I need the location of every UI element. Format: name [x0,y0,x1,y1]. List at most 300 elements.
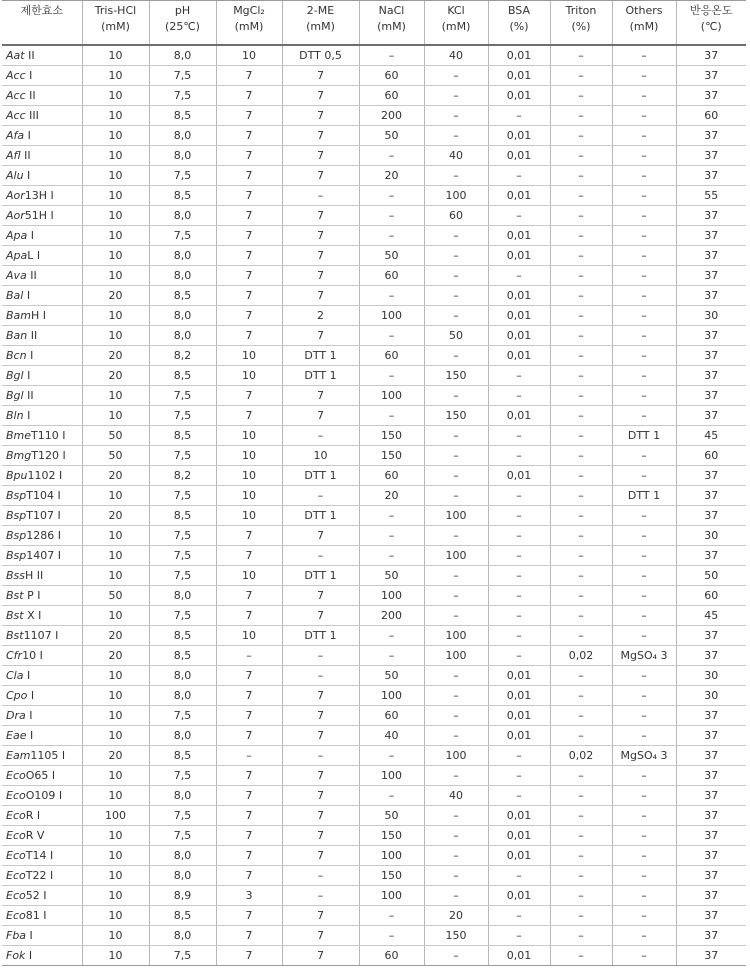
cell-triton: – [550,406,612,426]
table-body [2,45,746,966]
enzyme-name-cell [2,686,82,706]
cell-nacl: 100 [359,686,424,706]
cell-ph: 8,5 [149,746,216,766]
enzyme-strain-suffix: T104 I [26,489,61,502]
enzyme-name-cell [2,446,82,466]
cell-nacl: 150 [359,866,424,886]
cell-temperature: 37 [676,926,746,946]
table-row [2,546,746,566]
enzyme-name-cell [2,566,82,586]
cell-2-me: 7 [282,86,359,106]
cell-temperature: 37 [676,846,746,866]
cell-ph: 8,0 [149,126,216,146]
cell-ph: 7,5 [149,706,216,726]
cell-2-me: 7 [282,286,359,306]
cell-kcl: – [424,846,488,866]
cell-others: – [612,246,676,266]
cell-kcl: – [424,526,488,546]
cell-temperature: 37 [676,746,746,766]
cell-others: – [612,786,676,806]
cell-mgcl2: 7 [216,846,282,866]
enzyme-strain-suffix: O65 I [25,769,56,782]
cell-triton: – [550,686,612,706]
cell-others: – [612,506,676,526]
cell-tris-hcl: 10 [82,786,149,806]
cell-others: DTT 1 [612,486,676,506]
cell-kcl: 40 [424,786,488,806]
enzyme-strain-suffix: I [23,669,31,682]
cell-temperature: 37 [676,506,746,526]
cell-nacl: 150 [359,446,424,466]
cell-temperature: 37 [676,786,746,806]
cell-mgcl2: 7 [216,786,282,806]
enzyme-genus-abbrev: Bmg [6,449,32,462]
cell-triton: – [550,726,612,746]
enzyme-strain-suffix: II [27,329,38,342]
cell-kcl: – [424,726,488,746]
cell-nacl: 100 [359,846,424,866]
cell-kcl: – [424,826,488,846]
cell-temperature: 45 [676,606,746,626]
enzyme-strain-suffix: II [26,269,37,282]
column-header-label: 반응온도 [689,4,733,17]
enzyme-name-cell [2,326,82,346]
cell-kcl: – [424,806,488,826]
cell-ph: 7,5 [149,826,216,846]
cell-others: – [612,546,676,566]
cell-kcl: – [424,166,488,186]
cell-temperature: 37 [676,486,746,506]
enzyme-strain-suffix: H I [31,309,47,322]
cell-2-me: 7 [282,846,359,866]
enzyme-strain-suffix: I [26,929,33,942]
cell-nacl: – [359,626,424,646]
cell-nacl: – [359,226,424,246]
enzyme-genus-abbrev: Bst [6,629,24,642]
cell-bsa: 0,01 [488,706,550,726]
cell-kcl: – [424,266,488,286]
cell-ph: 8,0 [149,586,216,606]
cell-others: – [612,346,676,366]
enzyme-strain-suffix: R V [25,829,45,842]
enzyme-genus-abbrev: Bsp [6,529,27,542]
cell-kcl: – [424,446,488,466]
cell-tris-hcl: 20 [82,286,149,306]
cell-nacl: 100 [359,886,424,906]
table-row [2,726,746,746]
table-row [2,646,746,666]
cell-nacl: 60 [359,66,424,86]
table-row [2,226,746,246]
enzyme-name-cell [2,206,82,226]
enzyme-genus-abbrev: Eco [6,909,26,922]
cell-bsa: – [488,206,550,226]
cell-temperature: 37 [676,146,746,166]
cell-bsa: – [488,446,550,466]
enzyme-name-cell [2,846,82,866]
cell-nacl: 100 [359,386,424,406]
cell-bsa: 0,01 [488,86,550,106]
table-row [2,486,746,506]
cell-2-me: DTT 1 [282,366,359,386]
enzyme-strain-suffix: I [26,729,34,742]
cell-kcl: – [424,486,488,506]
cell-temperature: 37 [676,366,746,386]
cell-kcl: – [424,346,488,366]
enzyme-genus-abbrev: Bsp [6,489,27,502]
cell-kcl: – [424,226,488,246]
cell-ph: 8,5 [149,286,216,306]
cell-others: – [612,306,676,326]
cell-2-me: – [282,646,359,666]
cell-ph: 8,0 [149,206,216,226]
cell-kcl: – [424,426,488,446]
table-row [2,926,746,946]
table-row [2,266,746,286]
enzyme-genus-abbrev: Bme [6,429,32,442]
cell-tris-hcl: 20 [82,346,149,366]
table-row [2,686,746,706]
table-row [2,426,746,446]
table-row [2,366,746,386]
enzyme-name-cell [2,646,82,666]
cell-temperature: 37 [676,206,746,226]
cell-others: – [612,686,676,706]
cell-mgcl2: 7 [216,826,282,846]
enzyme-name-cell [2,726,82,746]
cell-bsa: – [488,626,550,646]
cell-ph: 8,0 [149,266,216,286]
cell-mgcl2: 7 [216,106,282,126]
cell-tris-hcl: 10 [82,246,149,266]
enzyme-genus-abbrev: Eco [6,889,26,902]
cell-mgcl2: 7 [216,866,282,886]
cell-bsa: 0,01 [488,726,550,746]
cell-nacl: 100 [359,586,424,606]
enzyme-genus-abbrev: Eco [6,849,26,862]
cell-nacl: 50 [359,806,424,826]
cell-others: – [612,886,676,906]
cell-triton: – [550,326,612,346]
cell-nacl: 60 [359,946,424,966]
cell-tris-hcl: 10 [82,906,149,926]
cell-others: – [612,946,676,966]
cell-2-me: 7 [282,766,359,786]
cell-bsa: 0,01 [488,286,550,306]
enzyme-strain-suffix: II [20,149,31,162]
column-header-label: Triton [565,4,597,17]
enzyme-genus-abbrev: Eco [6,789,26,802]
cell-2-me: – [282,746,359,766]
enzyme-name-cell [2,426,82,446]
enzyme-name-cell [2,186,82,206]
column-header-label: 제한효소 [20,4,63,17]
cell-tris-hcl: 10 [82,686,149,706]
cell-2-me: – [282,426,359,446]
enzyme-strain-suffix: 1407 I [26,549,62,562]
cell-kcl: – [424,666,488,686]
cell-bsa: 0,01 [488,306,550,326]
cell-nacl: – [359,406,424,426]
enzyme-strain-suffix: 1107 I [23,629,59,642]
cell-ph: 7,5 [149,566,216,586]
cell-2-me: – [282,486,359,506]
enzyme-strain-suffix: L I [27,249,41,262]
cell-kcl: 100 [424,546,488,566]
cell-tris-hcl: 10 [82,706,149,726]
enzyme-genus-abbrev: Cla [6,669,24,682]
table-row [2,586,746,606]
cell-ph: 7,5 [149,166,216,186]
column-header-unit: (mM) [234,20,264,33]
cell-bsa: – [488,166,550,186]
cell-mgcl2: 10 [216,486,282,506]
table-row [2,626,746,646]
cell-nacl: 40 [359,726,424,746]
cell-ph: 8,0 [149,246,216,266]
column-header-label: pH [174,4,191,17]
table-row [2,206,746,226]
table-row [2,446,746,466]
enzyme-strain-suffix: X I [23,609,42,622]
cell-kcl: – [424,606,488,626]
cell-kcl: 100 [424,646,488,666]
cell-nacl: – [359,286,424,306]
cell-bsa: – [488,366,550,386]
cell-kcl: – [424,686,488,706]
cell-tris-hcl: 20 [82,646,149,666]
cell-triton: – [550,166,612,186]
enzyme-name-cell [2,346,82,366]
cell-mgcl2: 7 [216,726,282,746]
cell-tris-hcl: 10 [82,766,149,786]
enzyme-genus-abbrev: Bln [6,409,24,422]
enzyme-genus-abbrev: Apa [6,249,28,262]
table-row [2,166,746,186]
cell-tris-hcl: 10 [82,606,149,626]
enzyme-strain-suffix: 1102 I [27,469,63,482]
enzyme-name-cell [2,146,82,166]
cell-temperature: 37 [676,86,746,106]
cell-ph: 8,0 [149,866,216,886]
enzyme-name-cell [2,826,82,846]
cell-kcl: 50 [424,326,488,346]
cell-temperature: 37 [676,626,746,646]
cell-kcl: 20 [424,906,488,926]
cell-mgcl2: 7 [216,86,282,106]
column-header-unit: (%) [571,20,591,33]
cell-kcl: – [424,286,488,306]
cell-kcl: – [424,66,488,86]
cell-2-me: 7 [282,326,359,346]
cell-temperature: 60 [676,586,746,606]
column-header-mgcl2 [216,1,282,46]
cell-tris-hcl: 10 [82,526,149,546]
cell-mgcl2: 7 [216,326,282,346]
enzyme-strain-suffix: O109 I [25,789,63,802]
enzyme-strain-suffix: I [23,369,31,382]
table-row [2,126,746,146]
cell-mgcl2: 7 [216,126,282,146]
enzyme-name-cell [2,806,82,826]
cell-kcl: – [424,466,488,486]
cell-mgcl2: 7 [216,706,282,726]
cell-bsa: 0,01 [488,45,550,66]
enzyme-genus-abbrev: Bam [6,309,32,322]
cell-ph: 8,5 [149,506,216,526]
cell-triton: – [550,386,612,406]
table-row [2,866,746,886]
cell-triton: – [550,426,612,446]
enzyme-strain-suffix: II [23,389,34,402]
cell-mgcl2: 7 [216,606,282,626]
cell-nacl: – [359,786,424,806]
cell-triton: – [550,606,612,626]
cell-others: – [612,606,676,626]
cell-others: MgSO₄ 3 [612,746,676,766]
enzyme-strain-suffix: 81 I [25,909,47,922]
cell-bsa: 0,01 [488,686,550,706]
enzyme-genus-abbrev: Bpu [6,469,28,482]
cell-mgcl2: 7 [216,186,282,206]
cell-bsa: 0,01 [488,326,550,346]
cell-mgcl2: 7 [216,66,282,86]
cell-temperature: 45 [676,426,746,446]
cell-kcl: – [424,766,488,786]
cell-2-me: 7 [282,266,359,286]
enzyme-genus-abbrev: Ban [6,329,28,342]
cell-triton: – [550,86,612,106]
table-row [2,346,746,366]
column-header-label: KCl [447,4,465,17]
enzyme-name-cell [2,406,82,426]
cell-temperature: 37 [676,406,746,426]
enzyme-name-cell [2,626,82,646]
cell-others: – [612,266,676,286]
cell-2-me: 7 [282,126,359,146]
cell-ph: 8,0 [149,926,216,946]
cell-others: – [612,926,676,946]
cell-bsa: 0,01 [488,226,550,246]
cell-ph: 8,0 [149,45,216,66]
cell-ph: 8,5 [149,106,216,126]
table-row [2,506,746,526]
cell-2-me: 10 [282,446,359,466]
cell-nacl: 100 [359,766,424,786]
cell-2-me: 7 [282,586,359,606]
cell-temperature: 37 [676,826,746,846]
enzyme-strain-suffix: 51H I [24,209,54,222]
column-header-label: 2-ME [306,4,335,17]
enzyme-name-cell [2,266,82,286]
enzyme-genus-abbrev: Bal [6,289,24,302]
cell-tris-hcl: 10 [82,126,149,146]
enzyme-strain-suffix: P I [23,589,41,602]
cell-triton: – [550,466,612,486]
enzyme-strain-suffix: I [23,169,31,182]
cell-bsa: – [488,906,550,926]
table-row [2,566,746,586]
cell-temperature: 60 [676,446,746,466]
enzyme-reaction-conditions-table [2,0,746,966]
enzyme-name-cell [2,386,82,406]
cell-bsa: 0,01 [488,406,550,426]
cell-triton: – [550,846,612,866]
cell-mgcl2: 10 [216,466,282,486]
enzyme-genus-abbrev: Bst [6,589,24,602]
cell-bsa: 0,01 [488,246,550,266]
cell-tris-hcl: 10 [82,45,149,66]
cell-others: – [612,126,676,146]
cell-ph: 8,5 [149,626,216,646]
cell-mgcl2: 7 [216,546,282,566]
cell-bsa: – [488,546,550,566]
enzyme-strain-suffix: T107 I [26,509,61,522]
enzyme-strain-suffix: T120 I [31,449,66,462]
cell-bsa: – [488,746,550,766]
enzyme-strain-suffix: 52 I [25,889,47,902]
enzyme-strain-suffix: I [23,409,31,422]
cell-kcl: 150 [424,406,488,426]
cell-2-me: DTT 1 [282,626,359,646]
cell-bsa: 0,01 [488,806,550,826]
cell-2-me: – [282,666,359,686]
column-header-nacl [359,1,424,46]
cell-triton: – [550,66,612,86]
cell-ph: 8,5 [149,366,216,386]
cell-mgcl2: 7 [216,946,282,966]
enzyme-genus-abbrev: Alu [6,169,24,182]
cell-bsa: 0,01 [488,826,550,846]
cell-tris-hcl: 10 [82,726,149,746]
table-row [2,946,746,966]
enzyme-name-cell [2,786,82,806]
cell-others: – [612,706,676,726]
cell-kcl: 100 [424,746,488,766]
cell-nacl: 50 [359,126,424,146]
cell-tris-hcl: 10 [82,826,149,846]
cell-2-me: 7 [282,726,359,746]
cell-tris-hcl: 10 [82,226,149,246]
cell-bsa: 0,01 [488,846,550,866]
enzyme-genus-abbrev: Bst [6,609,24,622]
cell-ph: 7,5 [149,526,216,546]
table-row [2,806,746,826]
cell-others: – [612,726,676,746]
cell-others: – [612,146,676,166]
cell-others: – [612,586,676,606]
enzyme-strain-suffix: I [27,229,34,242]
table-row [2,746,746,766]
enzyme-strain-suffix: H II [25,569,44,582]
cell-mgcl2: 7 [216,926,282,946]
cell-2-me: – [282,186,359,206]
table-row [2,86,746,106]
enzyme-genus-abbrev: Eco [6,869,26,882]
cell-tris-hcl: 50 [82,426,149,446]
enzyme-name-cell [2,526,82,546]
cell-others: – [612,806,676,826]
enzyme-name-cell [2,586,82,606]
cell-ph: 7,5 [149,446,216,466]
cell-kcl: 100 [424,186,488,206]
cell-temperature: 60 [676,106,746,126]
enzyme-name-cell [2,366,82,386]
enzyme-genus-abbrev: Cfr [6,649,23,662]
cell-others: – [612,206,676,226]
cell-ph: 7,5 [149,606,216,626]
cell-bsa: – [488,506,550,526]
